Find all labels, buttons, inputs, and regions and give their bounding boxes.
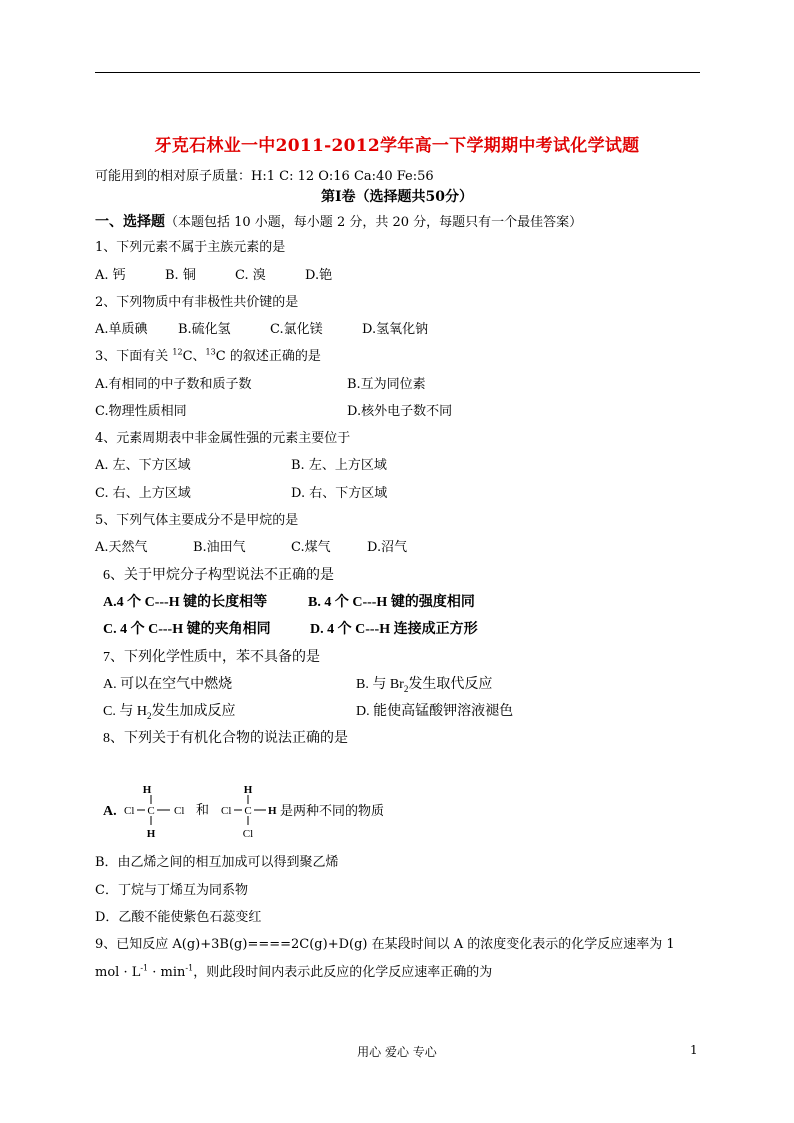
- question-4-option-c: C. 右、上方区域: [95, 486, 191, 501]
- molecule-2-bottom-cl: Cl: [242, 828, 254, 840]
- question-6-stem: 6、关于甲烷分子构型说法不正确的是: [103, 568, 334, 583]
- question-8-option-b: B．由乙烯之间的相互加成可以得到聚乙烯: [95, 855, 339, 870]
- isotope-1-symbol: C、: [182, 349, 206, 364]
- question-7-option-c-sub: 2: [146, 710, 152, 721]
- question-7-option-b-pre: B. 与 Br: [356, 677, 404, 692]
- question-9-stem-line1: 9、已知反应 A(g)+3B(g)====2C(g)+D(g) 在某段时间以 A 的浓度变化表示的化学反应速率为 1: [95, 937, 675, 952]
- question-2-option-b: B.硫化氢: [178, 322, 231, 337]
- question-9-stem-line2: [95, 961, 492, 980]
- question-5-option-d: D.沼气: [367, 540, 408, 555]
- isotope-2-mass: 13: [205, 347, 216, 357]
- question-6-option-d: D. 4 个 C---H 连接成正方形: [310, 622, 478, 637]
- question-7-stem: 7、下列化学性质中，苯不具备的是: [103, 650, 320, 665]
- question-7-option-c: [103, 700, 235, 721]
- question-1-stem: 1、下列元素不属于主族元素的是: [95, 240, 286, 255]
- part-heading-label: 一、选择题: [95, 214, 165, 230]
- question-3-option-a: A.有相同的中子数和质子数: [95, 377, 252, 392]
- question-1-option-a: A. 钙: [95, 268, 126, 283]
- question-9-sup-2: -1: [185, 963, 194, 973]
- molecule-2-carbon: C: [244, 805, 252, 817]
- question-7-option-b-post: 发生取代反应: [408, 677, 493, 692]
- molecule-1-left-cl: Cl: [124, 805, 135, 817]
- question-2-option-d: D.氢氧化钠: [362, 322, 429, 337]
- isotope-2-symbol: C 的叙述正确的是: [215, 349, 321, 364]
- molecule-2-right-h: H: [268, 805, 277, 817]
- question-8-option-a-formula: [100, 780, 400, 840]
- molecule-1-carbon: C: [147, 805, 155, 817]
- question-5-option-a: A.天然气: [95, 540, 148, 555]
- question-6-option-a: A.4 个 C---H 键的长度相等: [103, 595, 268, 610]
- question-2-option-a: A.单质碘: [95, 322, 148, 337]
- question-1-option-b: B. 铜: [165, 268, 196, 283]
- molecule-2-top-h: H: [243, 784, 253, 796]
- molecule-1-top-h: H: [142, 784, 152, 796]
- question-5-option-b: B.油田气: [193, 540, 246, 555]
- question-1-option-d: D.铯: [305, 268, 333, 283]
- section-title: 第Ⅰ卷（选择题共50分）: [320, 189, 474, 205]
- question-4-option-d: D. 右、下方区域: [291, 486, 388, 501]
- question-4-option-b: B. 左、上方区域: [291, 458, 387, 473]
- molecule-1-bottom-h: H: [146, 828, 156, 840]
- question-9-line2-post: ，则此段时间内表示此反应的化学反应速率正确的为: [193, 965, 493, 980]
- formula-and: 和: [196, 802, 210, 817]
- question-7-option-c-post: 发生加成反应: [151, 704, 236, 719]
- option-a-text: 是两种不同的物质: [280, 803, 385, 818]
- page-number: 1: [690, 1043, 698, 1057]
- question-9-sup-1: -1: [140, 963, 149, 973]
- page-footer: 用心 爱心 专心: [357, 1045, 437, 1059]
- question-7-option-d: D. 能使高锰酸钾溶液褪色: [356, 704, 514, 719]
- question-7-option-a: A. 可以在空气中燃烧: [103, 677, 233, 692]
- question-1-option-c: C. 溴: [235, 268, 266, 283]
- question-3-option-b: B.互为同位素: [347, 377, 426, 392]
- question-2-option-c: C.氯化镁: [270, 322, 323, 337]
- option-a-label: A.: [103, 804, 117, 819]
- part-instructions: （本题包括 10 小题，每小题 2 分，共 20 分，每题只有一个最佳答案）: [165, 215, 583, 230]
- atomic-masses: 可能用到的相对原子质量：H:1 C: 12 O:16 Ca:40 Fe:56: [95, 169, 434, 184]
- isotope-1-mass: 12: [172, 347, 183, 357]
- structural-formula-svg: [100, 780, 400, 840]
- question-6-option-c: C. 4 个 C---H 键的夹角相同: [103, 622, 271, 637]
- question-8-option-c: C．丁烷与丁烯互为同系物: [95, 883, 248, 898]
- question-3-stem-pre: 3、下面有关: [95, 349, 173, 364]
- question-3-stem: [95, 345, 321, 364]
- page-title: 牙克石林业一中2011-2012学年高一下学期期中考试化学试题: [154, 136, 640, 156]
- question-3-option-c: C.物理性质相同: [95, 404, 187, 419]
- question-9-line2-mid: · min: [148, 965, 186, 980]
- question-2-stem: 2、下列物质中有非极性共价键的是: [95, 295, 299, 310]
- molecule-2-left-cl: Cl: [221, 805, 232, 817]
- header-rule: [95, 72, 700, 73]
- question-9-line2-pre: mol · L: [95, 965, 141, 980]
- question-8-stem: 8、下列关于有机化合物的说法正确的是: [103, 731, 348, 746]
- question-5-stem: 5、下列气体主要成分不是甲烷的是: [95, 513, 299, 528]
- question-7-option-c-pre: C. 与 H: [103, 704, 147, 719]
- question-3-option-d: D.核外电子数不同: [347, 404, 453, 419]
- question-5-option-c: C.煤气: [291, 540, 331, 555]
- molecule-1-right-cl: Cl: [174, 805, 185, 817]
- question-7-option-b-sub: 2: [403, 683, 409, 694]
- question-6-option-b: B. 4 个 C---H 键的强度相同: [308, 595, 475, 610]
- part-heading: [95, 211, 582, 231]
- question-4-stem: 4、元素周期表中非金属性强的元素主要位于: [95, 431, 351, 446]
- question-8-option-d: D．乙酸不能使紫色石蕊变红: [95, 910, 262, 925]
- question-4-option-a: A. 左、下方区域: [95, 458, 191, 473]
- question-7-option-b: [356, 673, 492, 694]
